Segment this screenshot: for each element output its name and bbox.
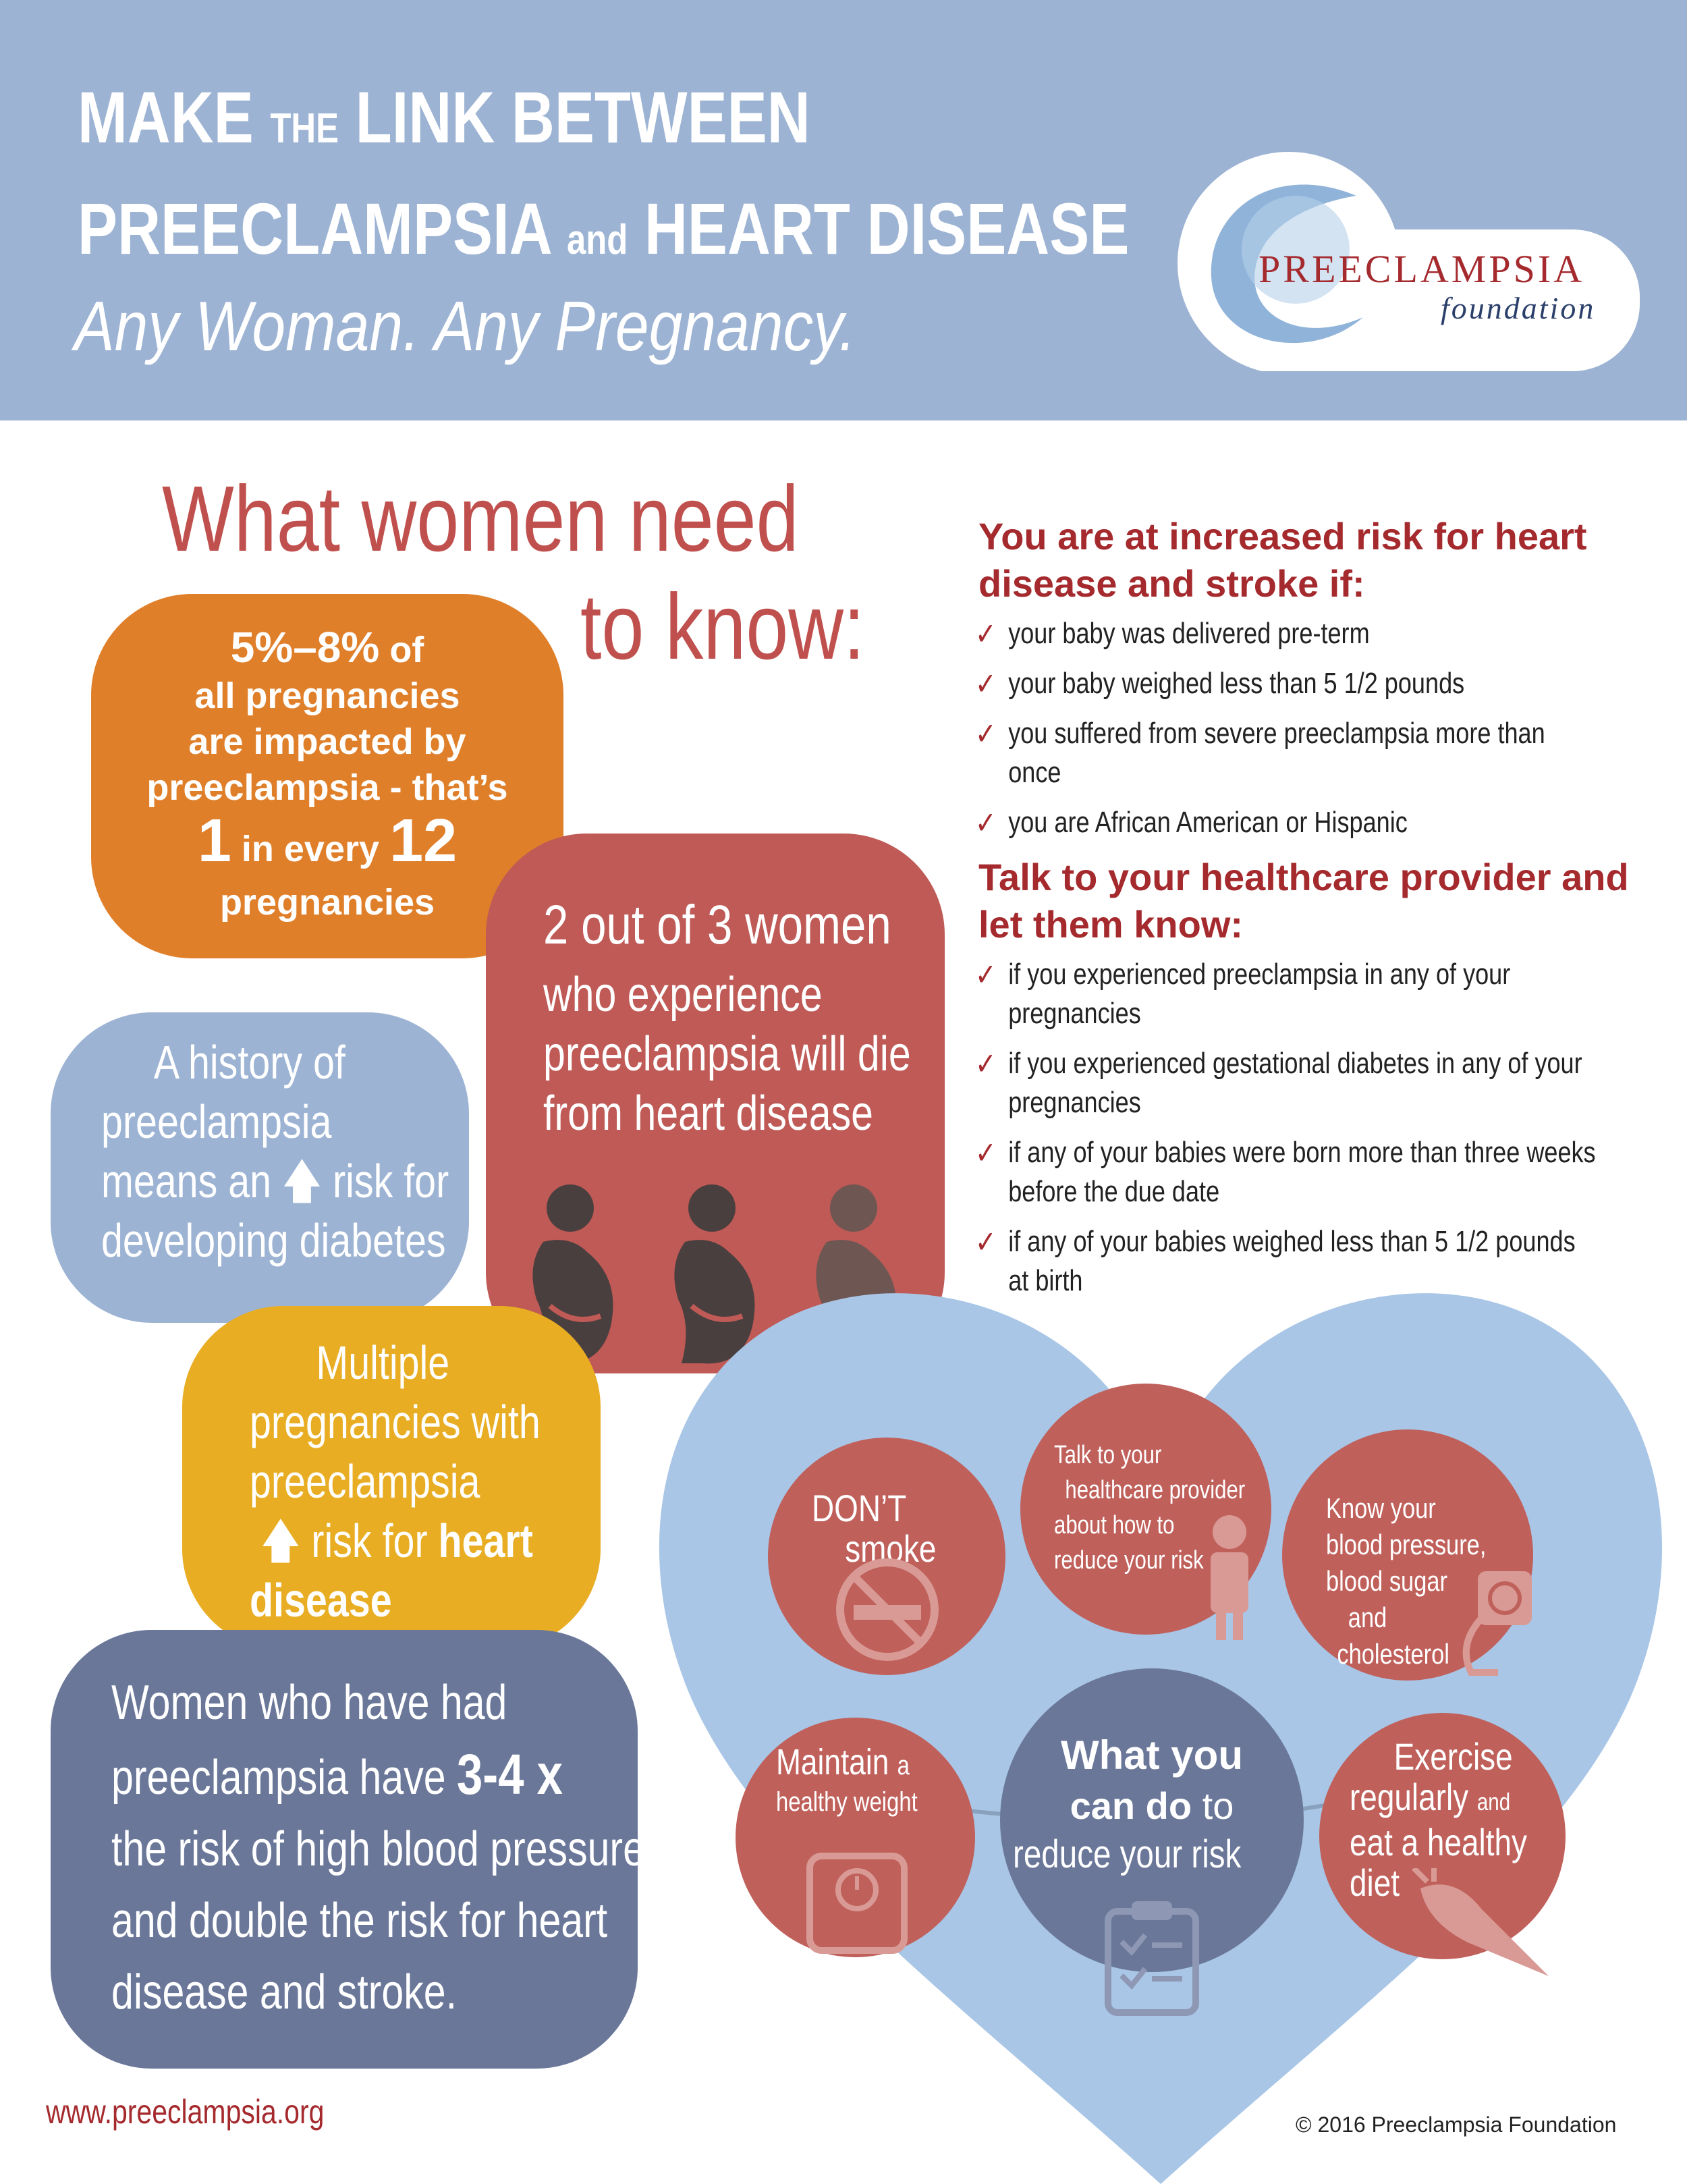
tip-center-what-you-can-do: What you can do to reduce your risk xyxy=(1000,1668,1304,1972)
logo-sub: foundation xyxy=(1441,291,1596,325)
tagline: Any Woman. Any Pregnancy. xyxy=(74,288,856,366)
website-link[interactable]: www.preeclampsia.org xyxy=(46,2093,325,2131)
checkmark-icon: ✓ xyxy=(975,616,997,651)
carrot-icon xyxy=(1407,1868,1555,1990)
list-item: ✓ you suffered from severe preeclampsia more than once xyxy=(975,714,1601,792)
section-title-line2: to know: xyxy=(580,575,865,679)
up-arrow-icon: 🡅 xyxy=(260,1514,301,1567)
logo-name: PREECLAMPSIA xyxy=(1259,247,1585,291)
stat-box-mortality: 2 out of 3 women who experience preeclampsia will die from heart disease xyxy=(486,834,945,1373)
stat-box-blood-pressure: Women who have had preeclampsia have 3-4 x the risk of high blood pressure and double the risk for heart disease and stroke. xyxy=(51,1630,638,2069)
talk-list xyxy=(975,955,1601,1301)
checkmark-icon: ✓ xyxy=(975,1135,997,1170)
blood-pressure-monitor-icon xyxy=(1444,1571,1539,1679)
tip-talk-to-provider: Talk to your healthcare provider about how to reduce your risk xyxy=(1020,1384,1271,1635)
tip-exercise-and-diet: Exercise regularly and eat a healthy diet xyxy=(1319,1713,1566,1959)
checkmark-icon: ✓ xyxy=(975,957,997,992)
list-item: ✓ if you experienced gestational diabetes in any of your pregnancies xyxy=(975,1044,1601,1122)
up-arrow-icon: 🡅 xyxy=(282,1155,323,1207)
checkmark-icon: ✓ xyxy=(975,666,997,701)
copyright: © 2016 Preeclampsia Foundation xyxy=(1296,2112,1617,2137)
list-item: ✓ you are African American or Hispanic xyxy=(975,803,1601,842)
scale-icon xyxy=(806,1853,908,1954)
tip-dont-smoke: DON’T smoke xyxy=(768,1438,1005,1675)
talk-heading: Talk to your healthcare provider and let them know: xyxy=(978,856,1629,946)
risk-heading: You are at increased risk for heart disease and stroke if: xyxy=(978,515,1587,605)
checkmark-icon: ✓ xyxy=(975,1046,997,1081)
checkmark-icon: ✓ xyxy=(975,716,997,751)
risk-list xyxy=(975,614,1601,842)
list-item: ✓ if any of your babies weighed less than 5 1/2 pounds at birth xyxy=(975,1222,1601,1301)
list-item: ✓ your baby was delivered pre-term xyxy=(975,614,1601,653)
stat-box-prevalence: 5%–8% of all pregnancies are impacted by preeclampsia - that’s 1 in every 12 pregnancies xyxy=(91,594,563,958)
list-item: ✓ your baby weighed less than 5 1/2 pounds xyxy=(975,664,1601,703)
stat-box-multiple-pregnancies: Multiple pregnancies with preeclampsia 🡅 risk for heart disease xyxy=(182,1306,601,1650)
section-title-line1: What women need xyxy=(162,467,799,571)
doctor-icon xyxy=(1196,1512,1263,1640)
page-title: MAKE THE LINK BETWEEN PREECLAMPSIA and HEART DISEASE xyxy=(78,76,1130,269)
list-item: ✓ if you experienced preeclampsia in any of your pregnancies xyxy=(975,955,1601,1033)
no-smoking-icon xyxy=(830,1552,945,1667)
foundation-logo xyxy=(1154,148,1653,371)
checklist-clipboard-icon xyxy=(1101,1901,1202,2016)
tip-healthy-weight: Maintain a healthy weight xyxy=(736,1718,975,1957)
list-item: ✓ if any of your babies were born more than three weeks before the due date xyxy=(975,1133,1601,1211)
stat-box-diabetes: A history of preeclampsia means an 🡅 risk for developing diabetes xyxy=(51,1012,469,1323)
tip-know-your-numbers: Know your blood pressure, blood sugar and cholesterol xyxy=(1282,1429,1533,1681)
checkmark-icon: ✓ xyxy=(975,805,997,840)
checkmark-icon: ✓ xyxy=(975,1224,997,1259)
